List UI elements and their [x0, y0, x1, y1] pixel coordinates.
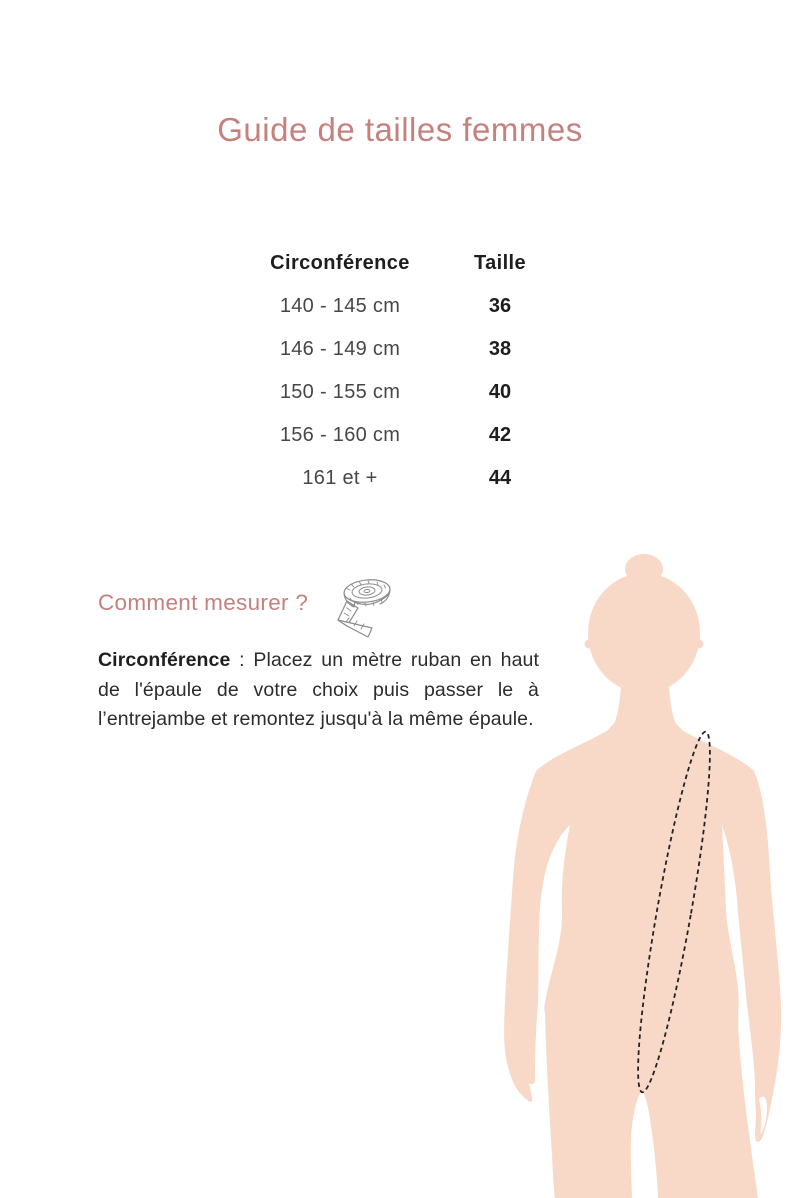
left-ear: [585, 640, 594, 649]
column-header-circumference: Circonférence: [270, 252, 410, 274]
circumference-range: 146 - 149 cm: [279, 338, 401, 360]
size-value: 36: [488, 295, 512, 317]
page-title: Guide de tailles femmes: [217, 111, 583, 148]
female-silhouette-illustration: [498, 543, 800, 1198]
table-row: [240, 338, 570, 381]
measure-term: Circonférence: [98, 649, 231, 671]
circumference-range: 140 - 145 cm: [279, 295, 401, 317]
measure-instructions: [98, 646, 539, 735]
size-table: [240, 252, 570, 510]
table-row: [240, 424, 570, 467]
size-table-header-row: [240, 252, 570, 295]
circumference-range: 161 et +: [302, 467, 378, 489]
measuring-tape-icon: [334, 576, 394, 644]
how-to-measure-heading: Comment mesurer ?: [98, 590, 309, 615]
right-ear: [695, 640, 704, 649]
column-header-size: Taille: [473, 252, 527, 274]
torso-and-legs: [534, 665, 758, 1198]
measure-instructions-text: : Placez un mètre ruban en haut de l'épaule de votre choix puis passer le à l’entrejambe et remontez jusqu'à la même épaule.: [98, 649, 539, 730]
table-row: [240, 295, 570, 338]
size-value: 42: [488, 424, 512, 446]
table-row: [240, 381, 570, 424]
circumference-range: 150 - 155 cm: [279, 381, 401, 403]
size-value: 40: [488, 381, 512, 403]
table-row: [240, 467, 570, 510]
size-value: 38: [488, 338, 512, 360]
size-value: 44: [488, 467, 512, 489]
circumference-range: 156 - 160 cm: [279, 424, 401, 446]
